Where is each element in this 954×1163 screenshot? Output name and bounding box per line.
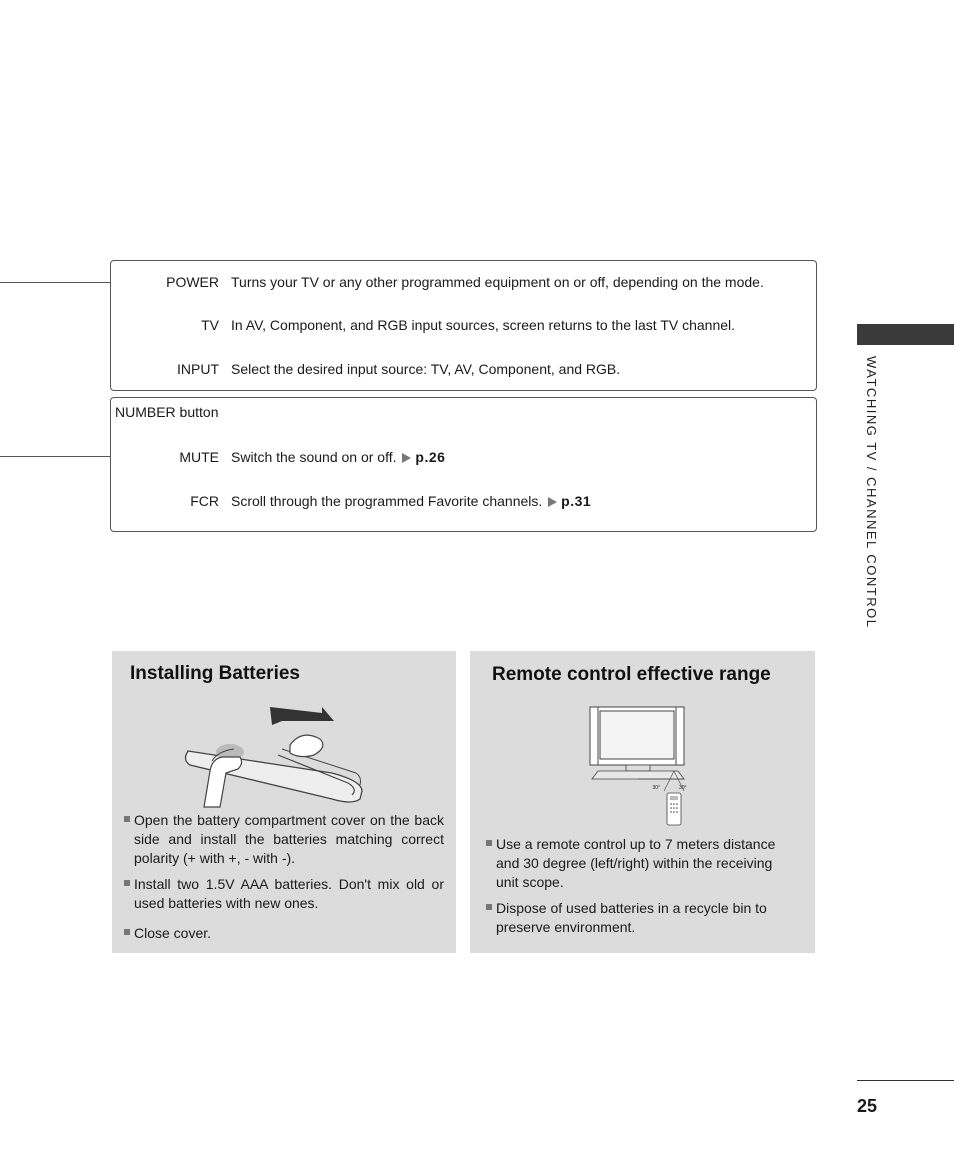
angle-right-label: 30° — [679, 785, 687, 791]
bullet-square-icon — [486, 840, 492, 846]
input-key: INPUT — [177, 361, 219, 377]
fcr-desc: Scroll through the programmed Favorite channels. — [231, 493, 543, 509]
leader-line-top — [0, 282, 110, 283]
chapter-label: WATCHING TV / CHANNEL CONTROL — [864, 356, 879, 629]
batteries-bullet-list — [124, 811, 444, 950]
mute-page-ref: p.26 — [415, 449, 446, 465]
button-box-top — [110, 260, 817, 391]
list-item: Close cover. — [124, 924, 444, 943]
installing-batteries-title: Installing Batteries — [130, 663, 300, 684]
tv-range-illustration — [588, 705, 688, 829]
arrow-right-icon — [402, 453, 411, 463]
mute-desc-wrap — [231, 448, 445, 466]
button-box-bottom — [110, 397, 817, 532]
power-desc: Turns your TV or any other programmed equipment on or off, depending on the mode. — [231, 274, 764, 290]
fcr-page-ref: p.31 — [561, 493, 592, 509]
number-button-heading: NUMBER button — [115, 404, 219, 420]
bullet-square-icon — [124, 929, 130, 935]
angle-left-label: 30° — [652, 785, 660, 791]
bullet-square-icon — [486, 904, 492, 910]
remote-range-panel — [470, 651, 815, 953]
mute-key: MUTE — [179, 449, 219, 465]
input-desc: Select the desired input source: TV, AV, Component, and RGB. — [231, 361, 621, 377]
fcr-desc-wrap — [231, 492, 591, 510]
arrow-right-icon — [548, 497, 557, 507]
list-item: Dispose of used batteries in a recycle bin to preserve environment. — [486, 899, 788, 937]
range-bullet-list — [486, 835, 788, 944]
list-item: Open the battery compartment cover on the back side and install the batteries matching correct polarity (+ with +, - with -). — [124, 811, 444, 868]
list-item: Use a remote control up to 7 meters distance and 30 degree (left/right) within the receiving unit scope. — [486, 835, 788, 892]
bullet-square-icon — [124, 880, 130, 886]
chapter-tab — [857, 324, 954, 345]
battery-install-illustration — [182, 699, 382, 809]
tv-key: TV — [201, 317, 219, 333]
page-number: 25 — [857, 1096, 878, 1116]
remote-range-title: Remote control effective range — [492, 664, 771, 685]
page-number-rule — [857, 1080, 954, 1081]
mute-desc: Switch the sound on or off. — [231, 449, 397, 465]
tv-desc: In AV, Component, and RGB input sources, screen returns to the last TV channel. — [231, 317, 736, 333]
power-key: POWER — [166, 274, 219, 290]
leader-line-bottom — [0, 456, 110, 457]
bullet-square-icon — [124, 816, 130, 822]
fcr-key: FCR — [190, 493, 219, 509]
list-item: Install two 1.5V AAA batteries. Don't mix old or used batteries with new ones. — [124, 875, 444, 913]
installing-batteries-panel — [112, 651, 456, 953]
